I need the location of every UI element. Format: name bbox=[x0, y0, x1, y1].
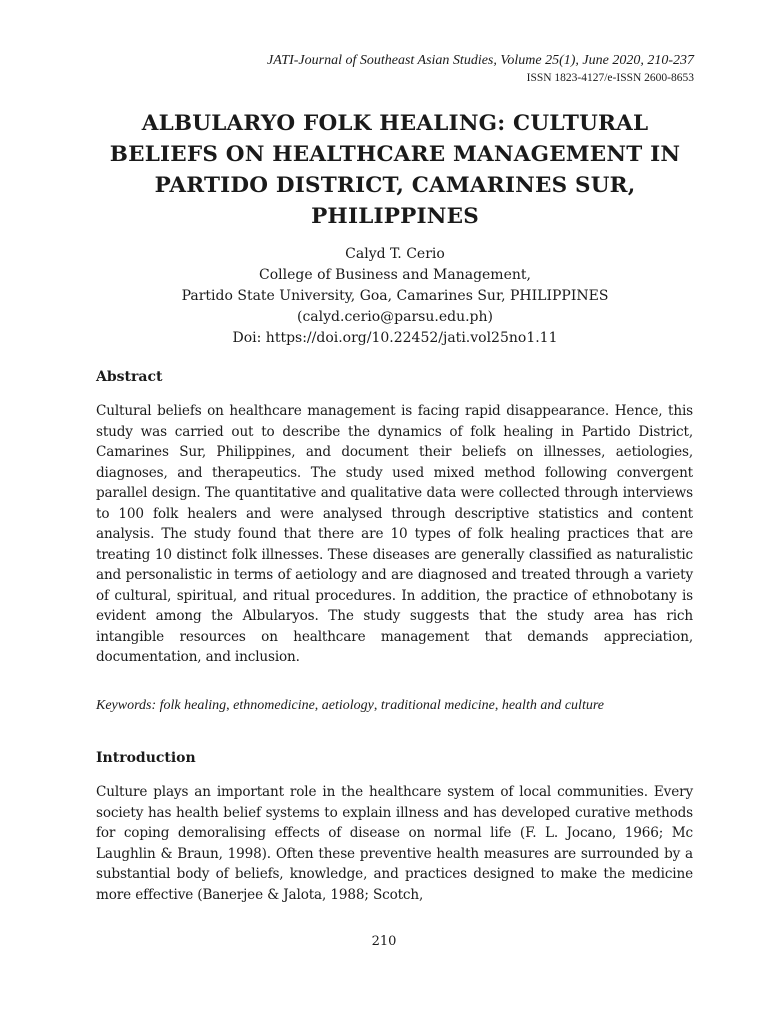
issn-line: ISSN 1823-4127/e-ISSN 2600-8653 bbox=[526, 72, 694, 84]
keyword-separator: , bbox=[373, 698, 378, 713]
keyword-item: health and culture bbox=[501, 698, 604, 713]
keyword-separator: , bbox=[494, 698, 499, 713]
keyword-separator: , bbox=[314, 698, 319, 713]
keyword-item: folk healing bbox=[159, 698, 227, 713]
author-affiliation-university: Partido State University, Goa, Camarines Sur, PHILIPPINES bbox=[181, 288, 609, 304]
introduction-heading: Introduction bbox=[96, 750, 196, 766]
author-email: (calyd.cerio@parsu.edu.ph) bbox=[297, 309, 493, 325]
doi-link: Doi: https://doi.org/10.22452/jati.vol25no1.11 bbox=[232, 330, 558, 346]
keywords-label: Keywords: bbox=[96, 698, 157, 713]
keyword-item: aetiology bbox=[321, 698, 374, 713]
keyword-item: traditional medicine bbox=[380, 698, 495, 713]
introduction-text: Culture plays an important role in the healthcare system of local communities. Every society has health belief systems to explain illness and has developed curative methods for coping demoralising effects of disease on normal life (F. L. Jocano, 1966; Mc Laughlin & Braun, 1998). Often these preventive health measures are surrounded by a substantial body of beliefs, knowledge, and practices designed to make the medicine more effective (Banerjee & Jalota, 1988; Scotch, bbox=[96, 784, 693, 903]
abstract-heading: Abstract bbox=[96, 369, 163, 385]
paper-title: ALBULARYO FOLK HEALING: CULTURAL BELIEFS ON HEALTHCARE MANAGEMENT IN PARTIDO DISTRICT, CAMARINES SUR, PHILIPPINES bbox=[109, 111, 681, 229]
author-name: Calyd T. Cerio bbox=[345, 246, 445, 262]
keywords-line bbox=[96, 697, 696, 715]
author-affiliation-college: College of Business and Management, bbox=[259, 267, 531, 283]
page-number: 210 bbox=[371, 934, 397, 949]
keyword-item: ethnomedicine bbox=[233, 698, 315, 713]
keyword-separator: , bbox=[226, 698, 230, 713]
abstract-text: Cultural beliefs on healthcare management is facing rapid disappearance. Hence, this study was carried out to describe the dynamics of folk healing in Partido District, Camarines Sur, Philippines, and document their beliefs on illnesses, aetiologies, diagnoses, and therapeutics. The study used mixed method following convergent parallel design. The quantitative and qualitative data were collected through interviews to 100 folk healers and were analysed through descriptive statistics and content analysis. The study found that there are 10 types of folk healing practices that are treating 10 distinct folk illnesses. These diseases are generally classified as naturalistic and personalistic in terms of aetiology and are diagnosed and treated through a variety of cultural, spiritual, and ritual procedures. In addition, the practice of ethnobotany is evident among the Albularyos. The study suggests that the study area has rich intangible resources on healthcare management that demands appreciation, documentation, and inclusion. bbox=[96, 403, 693, 665]
journal-citation: JATI-Journal of Southeast Asian Studies, Volume 25(1), June 2020, 210-237 bbox=[267, 53, 694, 68]
author-block bbox=[96, 244, 694, 349]
journal-header bbox=[267, 52, 694, 85]
